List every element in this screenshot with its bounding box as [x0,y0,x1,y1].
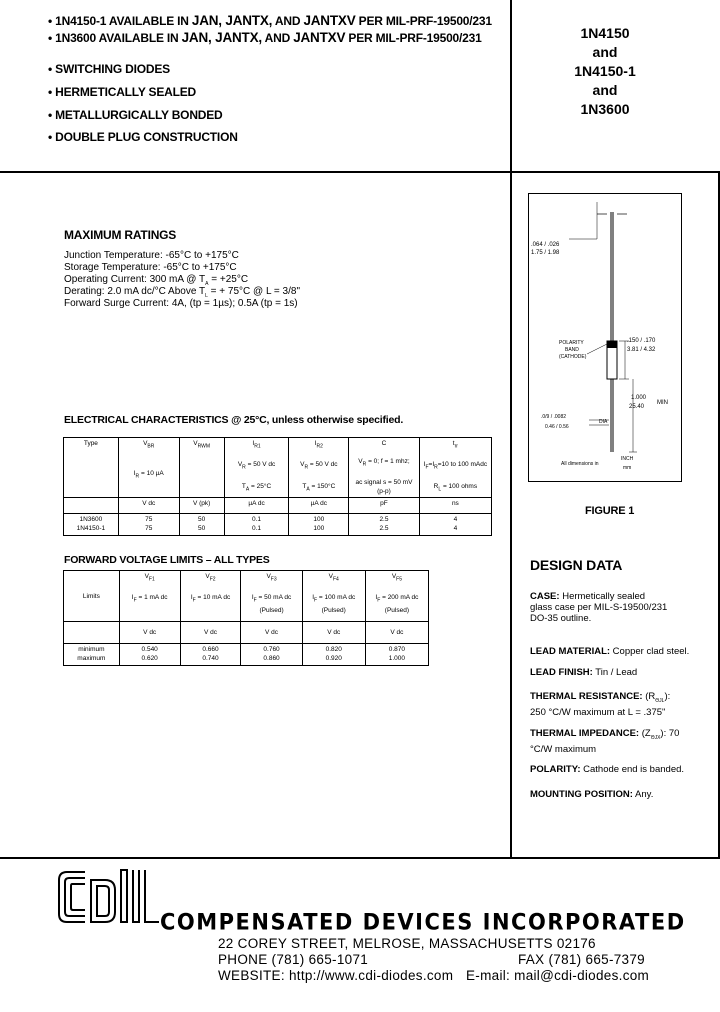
footer-divider [0,857,720,859]
feature-4: • HERMETICALLY SEALED [48,85,197,99]
part-title-line3: 1N4150-1 [574,63,636,79]
table-cell: 0.660 0.740 [180,644,241,666]
electrical-heading: ELECTRICAL CHARACTERISTICS @ 25°C, unless otherwise specified. [64,414,404,426]
company-address: 22 COREY STREET, MELROSE, MASSACHUSETTS 02176 [218,936,596,951]
dim-wire-dia: .0/9 / .0082 [541,414,567,420]
col-trr-header: $t_{rr}$ $I_F=I_R=10$ to 100 mAdc $R_L = 100$ ohms [419,438,491,498]
feature-5: • METALLURGICALLY BONDED [48,108,223,122]
col-ir1-header: $I_{R1}$ $V_R = 50$ V dc $T_A = 25^\circ C$ [224,438,289,498]
table-cell: 100 100 [289,514,349,536]
design-thermal-impedance: THERMAL IMPEDANCE: $(Z_{\Theta JX})$: 70 °C/W maximum [530,728,680,755]
unit-cell: V dc [365,622,428,644]
feature-1: • 1N4150-1 AVAILABLE IN JAN, JANTX, AND JANTXV PER MIL-PRF-19500/231 [48,13,492,28]
table-cell: 0.870 1.000 [365,644,428,666]
dim-unit-mm: mm [623,465,632,471]
electrical-table [63,437,492,536]
design-polarity: POLARITY: Cathode end is banded. [530,764,685,775]
col-type-header: Type [64,438,119,498]
header-divider [0,171,720,173]
unit-cell: pF [349,498,420,514]
polarity-label-1: POLARITY [559,340,584,346]
dim-lead-dia: .064 / .026 [531,242,560,248]
dim-lead-dia-mm: 1.75 / 1.98 [531,250,560,256]
rating-derating: Derating: 2.0 mA dc/°C Above $T_L$ = + 75°C @ L = 3/8" [64,286,300,299]
dim-lead-length-mm: 25.40 [629,404,645,410]
unit-cell: V dc [119,622,180,644]
col-vf1-header: $V_{F1}$ $I_F = 1$ mA dc [119,571,180,622]
rating-forward-surge: Forward Surge Current: 4A, (tp = 1µs); 0.5A (tp = 1s) [64,298,298,309]
dim-wire-dia-mm: 0.46 / 0.56 [545,424,569,430]
unit-cell: V dc [118,498,179,514]
col-vrwm-header: $V_{RWM}$ [179,438,224,498]
company-fax: FAX (781) 665-7379 [518,952,645,967]
polarity-label-3: (CATHODE) [559,354,587,360]
unit-cell: V (pk) [179,498,224,514]
table-cell: 75 75 [118,514,179,536]
company-website[interactable]: WEBSITE: http://www.cdi-diodes.com [218,968,454,983]
feature-3: • SWITCHING DIODES [48,62,170,76]
dim-body-length-mm: 3.81 / 4.32 [627,347,656,353]
part-title-line1: 1N4150 [580,25,630,41]
table-cell: 0.820 0.920 [302,644,365,666]
dim-dia-tag: DIA [599,419,608,425]
rating-storage-temp: Storage Temperature: -65°C to +175°C [64,262,237,273]
dim-body-length: .150 / .170 [627,338,656,344]
diode-outline-drawing [529,194,681,481]
dim-lead-length: 1.000 [631,395,647,401]
design-data-heading: DESIGN DATA [530,557,623,573]
table-cell: 0.760 0.860 [241,644,302,666]
table-cell: 4 4 [419,514,491,536]
unit-cell: ns [419,498,491,514]
rating-operating-current: Operating Current: 300 mA @ $T_A = +25^\circ C$ [64,274,249,287]
table-cell: 1N3600 1N4150-1 [64,514,119,536]
part-title [530,24,680,119]
unit-cell: µA dc [224,498,289,514]
feature-6: • DOUBLE PLUG CONSTRUCTION [48,130,238,144]
design-lead-finish: LEAD FINISH: Tin / Lead [530,667,638,678]
header-divider-vertical [510,0,512,172]
design-mounting: MOUNTING POSITION: Any. [530,789,654,800]
design-lead-material: LEAD MATERIAL: Copper clad steel. [530,646,690,657]
forward-heading: FORWARD VOLTAGE LIMITS – ALL TYPES [64,554,270,566]
feature-2: • 1N3600 AVAILABLE IN JAN, JANTX, AND JANTXV PER MIL-PRF-19500/231 [48,30,482,45]
table-cell: 50 50 [179,514,224,536]
dim-min-tag: MIN [657,400,668,406]
col-limits-header: Limits [64,571,120,622]
figure-caption: FIGURE 1 [585,505,635,517]
max-ratings-heading: MAXIMUM RATINGS [64,228,177,242]
table-row [64,644,429,666]
polarity-label-2: BAND [565,347,579,353]
unit-cell [64,622,120,644]
company-email[interactable]: E-mail: mail@cdi-diodes.com [466,968,650,983]
unit-cell: V dc [302,622,365,644]
dim-unit-inch: INCH [621,456,634,462]
column-divider [510,171,512,859]
forward-table [63,570,429,666]
electrical-units-row [64,498,492,514]
cdi-logo-mark [55,866,165,936]
rating-junction-temp: Junction Temperature: -65°C to +175°C [64,250,239,261]
table-row [64,514,492,536]
design-case: CASE: Hermetically sealed glass case per MIL-S-19500/231 DO-35 outline. [530,591,668,624]
figure-1-drawing [528,193,682,482]
col-vf2-header: $V_{F2}$ $I_F = 10$ mA dc [180,571,241,622]
part-title-line2: and [592,44,618,60]
col-c-header: C $V_R = 0$; f = 1 mhz; ac signal s = 50 mV (p-p) [349,438,420,498]
table-cell: 2.5 2.5 [349,514,420,536]
company-name: COMPENSATED DEVICES INCORPORATED [160,909,686,935]
unit-cell [64,498,119,514]
col-ir2-header: $I_{R2}$ $V_R = 50$ V dc $T_A = 150^\circ C$ [289,438,349,498]
design-thermal-resistance: THERMAL RESISTANCE: $(R_{\Theta JL})$: 250 °C/W maximum at L = .375" [530,691,671,718]
table-cell: 0.540 0.620 [119,644,180,666]
col-vf4-header: $V_{F4}$ $I_F = 100$ mA dc (Pulsed) [302,571,365,622]
part-title-line4: and [592,82,618,98]
col-vf3-header: $V_{F3}$ $I_F = 50$ mA dc (Pulsed) [241,571,302,622]
table-cell: 0.1 0.1 [224,514,289,536]
company-phone: PHONE (781) 665-1071 [218,952,369,967]
dimension-note: All dimensions in [561,461,599,467]
forward-units-row [64,622,429,644]
unit-cell: µA dc [289,498,349,514]
part-title-line5: 1N3600 [580,101,630,117]
col-vf5-header: $V_{F5}$ $I_F = 200$ mA dc (Pulsed) [365,571,428,622]
unit-cell: V dc [180,622,241,644]
table-cell: minimum maximum [64,644,120,666]
unit-cell: V dc [241,622,302,644]
col-vbr-header: $V_{BR}$ $I_R = 10$ µA [118,438,179,498]
cdi-logo [55,866,165,936]
